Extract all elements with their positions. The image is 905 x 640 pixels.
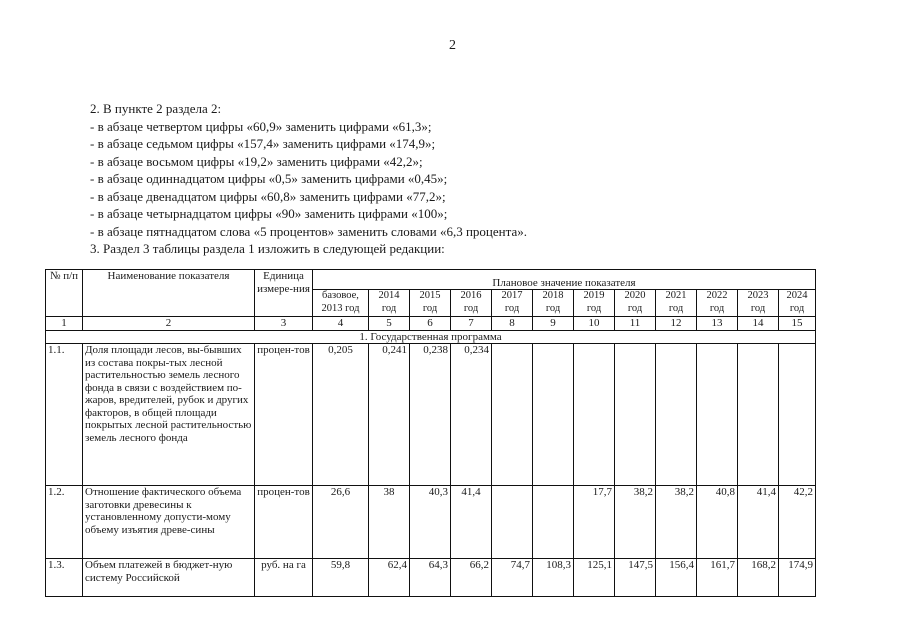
header-year: 2015 год [410,290,451,317]
row-name: Отношение фактического объема заготовки древесины к установленному допусти-мому объему изъятия древе-сины [83,486,255,559]
header-num: № п/п [46,270,83,317]
header-group: Плановое значение показателя [313,270,816,290]
row-value: 38 [369,486,410,559]
table-row [46,486,816,559]
row-value: 74,7 [492,559,533,597]
row-value: 17,7 [574,486,615,559]
header-year: 2020 год [615,290,656,317]
header-year: 2016 год [451,290,492,317]
column-number: 15 [779,317,816,331]
row-value: 0,205 [313,344,369,486]
intro-line: 2. В пункте 2 раздела 2: [90,101,222,116]
row-value [574,344,615,486]
row-unit: руб. на га [255,559,313,597]
intro-line: - в абзаце восьмом цифры «19,2» заменить цифрами «42,2»; [90,153,423,169]
row-value: 0,234 [451,344,492,486]
intro-line: - в абзаце пятнадцатом слова «5 процентов» заменить словами «6,3 процента». [90,223,527,239]
header-year: базовое, 2013 год [313,290,369,317]
row-value [615,344,656,486]
row-value: 62,4 [369,559,410,597]
column-number: 7 [451,317,492,331]
row-value: 168,2 [738,559,779,597]
row-unit: процен-тов [255,486,313,559]
row-unit: процен-тов [255,344,313,486]
row-value: 156,4 [656,559,697,597]
row-value [779,344,816,486]
row-value [738,344,779,486]
row-number: 1.2. [46,486,83,559]
column-number: 5 [369,317,410,331]
row-value: 125,1 [574,559,615,597]
row-value: 40,3 [410,486,451,559]
column-number: 9 [533,317,574,331]
row-value: 147,5 [615,559,656,597]
column-number: 14 [738,317,779,331]
row-value [492,344,533,486]
intro-line: - в абзаце четвертом цифры «60,9» заменить цифрами «61,3»; [90,118,432,134]
row-value: 59,8 [313,559,369,597]
column-number: 11 [615,317,656,331]
column-number: 2 [83,317,255,331]
intro-line: - в абзаце седьмом цифры «157,4» заменить цифрами «174,9»; [90,136,436,151]
section-title: 1. Государственная программа [46,330,816,344]
column-numbers-row [46,317,816,331]
header-year: 2018 год [533,290,574,317]
header-year: 2014 год [369,290,410,317]
page-number: 2 [449,38,456,53]
column-number: 8 [492,317,533,331]
row-number: 1.1. [46,344,83,486]
row-value: 26,6 [313,486,369,559]
row-value: 40,8 [697,486,738,559]
header-year: 2019 год [574,290,615,317]
row-value: 64,3 [410,559,451,597]
header-year: 2021 год [656,290,697,317]
row-name: Объем платежей в бюджет-ную систему Российской [83,559,255,597]
intro-line: - в абзаце четырнадцатом цифры «90» заменить цифрами «100»; [90,206,448,221]
row-value: 161,7 [697,559,738,597]
row-value: 38,2 [656,486,697,559]
row-value: 42,2 [779,486,816,559]
row-number: 1.3. [46,559,83,597]
column-number: 4 [313,317,369,331]
column-number: 12 [656,317,697,331]
header-row [46,270,816,290]
header-unit: Единица измере-ния [255,270,313,317]
column-number: 1 [46,317,83,331]
row-value: 41,4 [451,486,492,559]
column-number: 6 [410,317,451,331]
row-value [533,344,574,486]
column-number: 13 [697,317,738,331]
row-value: 41,4 [738,486,779,559]
intro-line: - в абзаце одиннадцатом цифры «0,5» заменить цифрами «0,45»; [90,171,448,186]
section-row [46,330,816,344]
header-year: 2024 год [779,290,816,317]
header-name: Наименование показателя [83,270,255,317]
row-value: 0,238 [410,344,451,486]
row-value [656,344,697,486]
row-value: 38,2 [615,486,656,559]
header-year: 2022 год [697,290,738,317]
table-row [46,559,816,597]
intro-line: 3. Раздел 3 таблицы раздела 1 изложить в следующей редакции: [90,241,445,256]
column-number: 10 [574,317,615,331]
header-year: 2023 год [738,290,779,317]
row-value [492,486,533,559]
column-number: 3 [255,317,313,331]
row-value: 66,2 [451,559,492,597]
row-value: 0,241 [369,344,410,486]
table-row [46,344,816,486]
intro-text [90,100,850,258]
indicator-table [45,269,816,597]
row-value: 174,9 [779,559,816,597]
row-name: Доля площади лесов, вы-бывших из состава покры-тых лесной растительностью земель лесного фонда в связи с воздействием по-жаров, вредителей, рубок и других факторов, в общей площади покрытых лесной растительностью земель лесного фонда [83,344,255,486]
row-value [697,344,738,486]
row-value [533,486,574,559]
row-value: 108,3 [533,559,574,597]
header-year: 2017 год [492,290,533,317]
intro-line: - в абзаце двенадцатом цифры «60,8» заменить цифрами «77,2»; [90,188,446,204]
